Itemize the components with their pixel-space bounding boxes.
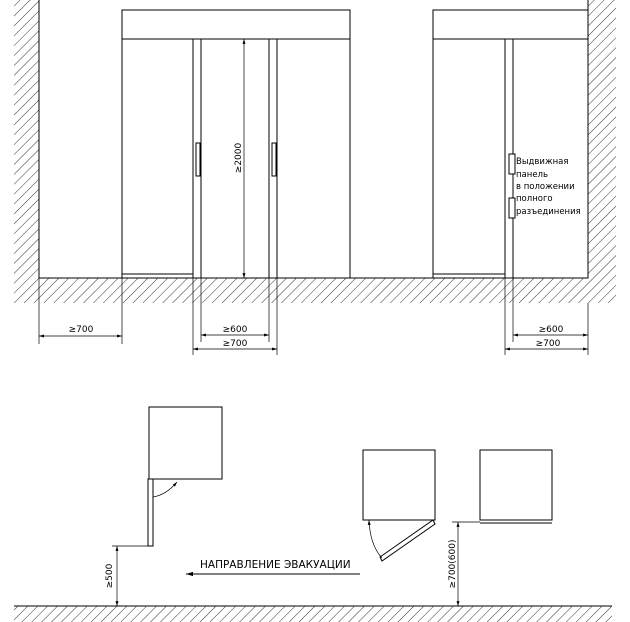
plan-cabinet-right xyxy=(480,450,552,520)
door-handle xyxy=(509,154,515,174)
note-line: полного xyxy=(516,194,553,204)
elevation-view xyxy=(14,0,616,355)
note-line: в положении xyxy=(516,182,575,192)
note-line: Выдвижная xyxy=(516,157,569,167)
evacuation-direction-label: НАПРАВЛЕНИЕ ЭВАКУАЦИИ xyxy=(200,559,351,571)
door-swing-arc xyxy=(153,482,177,497)
dim-right-total: ≥700 xyxy=(535,339,561,349)
left-wall xyxy=(14,0,39,303)
plan-cabinet-middle xyxy=(363,450,435,520)
dim-between-min: ≥600 xyxy=(222,325,248,335)
dim-plan-right: ≥700(600) xyxy=(448,539,458,589)
door-swing-arc xyxy=(369,520,382,558)
dim-between-total: ≥700 xyxy=(222,339,248,349)
door-handle xyxy=(509,198,515,218)
note-line: разъединения xyxy=(516,207,581,217)
dim-plan-left: ≥500 xyxy=(105,563,115,589)
plan-view xyxy=(14,407,612,622)
plan-door-left-open xyxy=(148,479,153,546)
dim-right-min: ≥600 xyxy=(538,325,564,335)
dim-left-clearance: ≥700 xyxy=(68,325,94,335)
plan-door-middle-open xyxy=(380,520,435,561)
plan-cabinet-left xyxy=(149,407,222,479)
note-line: панель xyxy=(516,170,548,180)
floor-upper xyxy=(39,278,588,303)
right-wall xyxy=(588,0,616,303)
dim-door-height: ≥2000 xyxy=(234,142,244,174)
door-handle xyxy=(196,143,200,176)
floor-lower xyxy=(14,606,612,622)
door-handle xyxy=(272,143,276,176)
